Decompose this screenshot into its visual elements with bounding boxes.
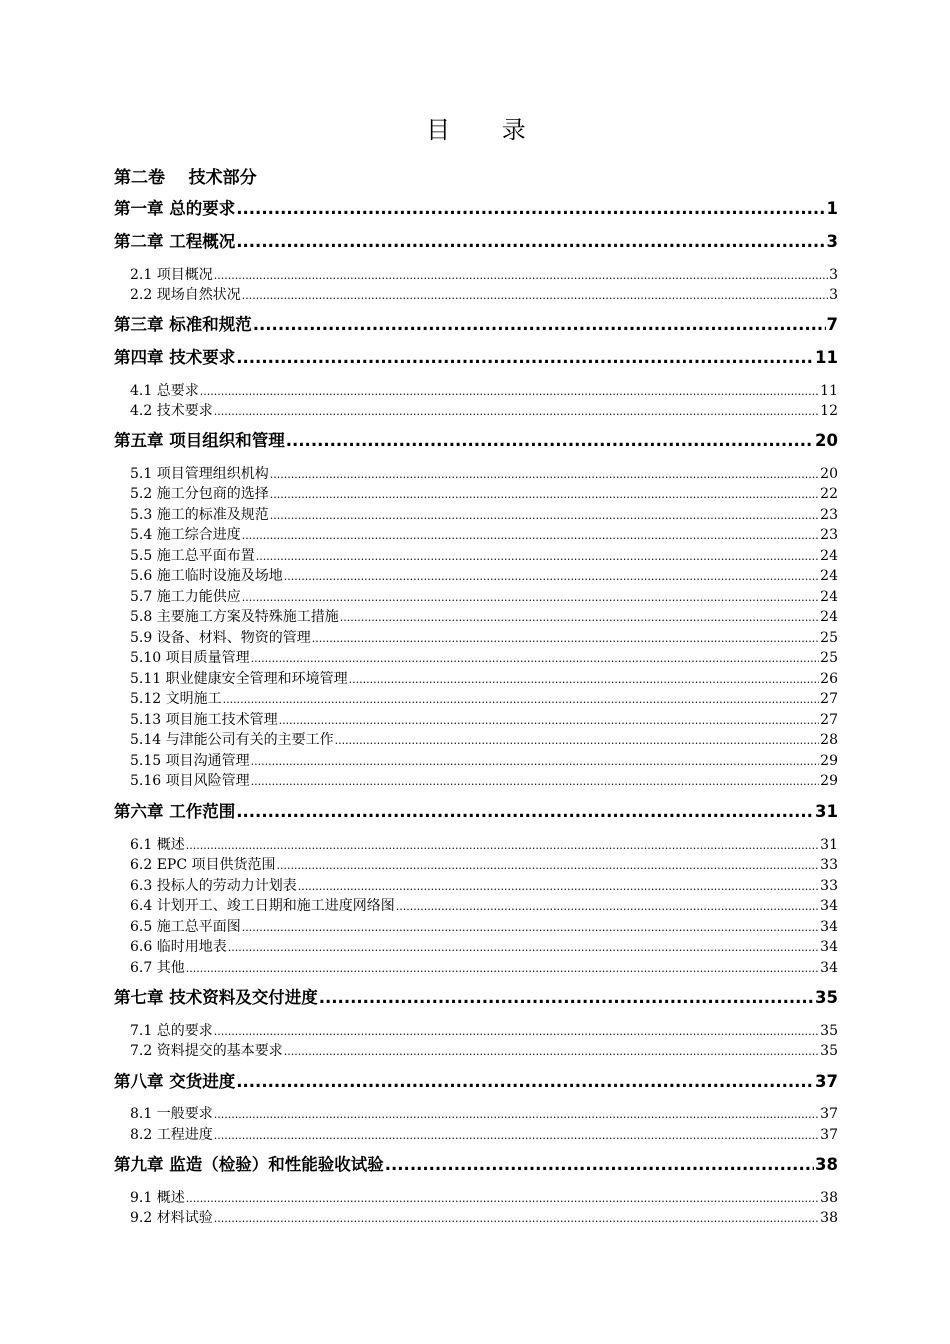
toc-dot-leader [214, 1125, 819, 1145]
toc-entry-label: 5.11 职业健康安全管理和环境管理 [130, 671, 348, 687]
toc-entry-label: 第四章 技术要求 [114, 348, 236, 367]
toc-entry-label: 第二章 工程概况 [114, 232, 236, 251]
toc-entry-label: 6.5 施工总平面图 [130, 919, 241, 935]
toc-section-entry[interactable] [130, 1125, 838, 1145]
toc-section-entry[interactable] [130, 1208, 838, 1228]
toc-dot-leader [186, 835, 819, 855]
toc-page-number: 29 [820, 753, 838, 769]
toc-page-number: 35 [820, 1043, 838, 1059]
toc-page-number: 7 [826, 315, 838, 334]
toc-dot-leader [236, 230, 825, 254]
toc-dot-leader [214, 265, 828, 285]
toc-dot-leader [251, 648, 820, 668]
toc-entry-label: 6.7 其他 [130, 960, 185, 976]
toc-section-entry[interactable] [130, 751, 838, 771]
toc-page-number: 37 [815, 1072, 838, 1091]
toc-dot-leader [186, 1188, 819, 1208]
toc-entry-label: 5.14 与津能公司有关的主要工作 [130, 732, 334, 748]
toc-entry-label: 5.12 文明施工 [130, 691, 222, 707]
toc-section-entry[interactable] [130, 689, 838, 709]
toc-page-number: 28 [820, 732, 838, 748]
toc-entry-label: 4.2 技术要求 [130, 403, 213, 419]
toc-section-entry[interactable] [130, 771, 838, 791]
toc-dot-leader [298, 876, 819, 896]
toc-entry-label: 第九章 监造（检验）和性能验收试验 [114, 1155, 384, 1174]
toc-section-entry[interactable] [130, 1188, 838, 1208]
toc-page-number: 35 [820, 1023, 838, 1039]
toc-page-number: 20 [815, 431, 838, 450]
toc-entry-label: 6.3 投标人的劳动力计划表 [130, 878, 297, 894]
toc-dot-leader [236, 197, 825, 221]
toc-dot-leader [396, 896, 819, 916]
toc-page-number: 33 [820, 857, 838, 873]
toc-section-entry[interactable] [130, 381, 838, 401]
toc-section-entry[interactable] [130, 835, 838, 855]
toc-dot-leader [214, 1021, 819, 1041]
toc-page-number: 23 [820, 527, 838, 543]
toc-section-entry[interactable] [130, 1041, 838, 1061]
toc-dot-leader [223, 689, 820, 709]
toc-section-entry[interactable] [130, 285, 838, 305]
toc-section-entry[interactable] [130, 566, 838, 586]
toc-entry-label: 7.1 总的要求 [130, 1023, 213, 1039]
toc-page-number: 12 [820, 403, 838, 419]
toc-section-entry[interactable] [130, 958, 838, 978]
toc-chapter-entry[interactable] [114, 986, 838, 1010]
toc-section-entry[interactable] [130, 546, 838, 566]
toc-section-entry[interactable] [130, 1021, 838, 1041]
toc-entry-label: 5.15 项目沟通管理 [130, 753, 250, 769]
toc-section-entry[interactable] [130, 937, 838, 957]
toc-dot-leader [279, 710, 820, 730]
toc-entry-label: 5.8 主要施工方案及特殊施工措施 [130, 609, 339, 625]
toc-entry-label: 5.13 项目施工技术管理 [130, 712, 278, 728]
toc-dot-leader [340, 607, 819, 627]
toc-entry-label: 5.7 施工力能供应 [130, 589, 241, 605]
toc-section-entry[interactable] [130, 710, 838, 730]
toc-dot-leader [236, 346, 814, 370]
toc-page-number: 20 [820, 466, 838, 482]
toc-page-number: 25 [820, 630, 838, 646]
toc-dot-leader [277, 855, 820, 875]
toc-page-number: 27 [820, 691, 838, 707]
toc-chapter-entry[interactable] [114, 197, 838, 221]
toc-entry-label: 2.1 项目概况 [130, 267, 213, 283]
toc-entry-label: 7.2 资料提交的基本要求 [130, 1043, 283, 1059]
toc-section-entry[interactable] [130, 669, 838, 689]
toc-section-entry[interactable] [130, 265, 838, 285]
toc-dot-leader [349, 669, 820, 689]
toc-entry-label: 5.1 项目管理组织机构 [130, 466, 269, 482]
toc-page-number: 25 [820, 650, 838, 666]
toc-dot-leader [214, 1104, 819, 1124]
toc-section-entry[interactable] [130, 484, 838, 504]
toc-entry-label: 6.6 临时用地表 [130, 939, 227, 955]
volume-heading: 第二卷 技术部分 [114, 168, 257, 188]
toc-dot-leader [284, 566, 819, 586]
toc-dot-leader [242, 587, 819, 607]
toc-entry-label: 6.1 概述 [130, 837, 185, 853]
toc-dot-leader [253, 313, 826, 337]
toc-page-number: 24 [820, 568, 838, 584]
toc-entry-label: 5.9 设备、材料、物资的管理 [130, 630, 311, 646]
toc-page-number: 27 [820, 712, 838, 728]
toc-dot-leader [228, 937, 819, 957]
toc-page-number: 11 [820, 383, 838, 399]
toc-page-number: 24 [820, 548, 838, 564]
toc-dot-leader [284, 1041, 819, 1061]
toc-dot-leader [242, 285, 828, 305]
toc-page-number: 37 [820, 1127, 838, 1143]
toc-page-number: 23 [820, 507, 838, 523]
toc-dot-leader [242, 917, 819, 937]
toc-dot-leader [214, 401, 819, 421]
toc-entry-label: 第一章 总的要求 [114, 199, 236, 218]
toc-chapter-entry[interactable] [114, 800, 838, 824]
toc-entry-label: 第八章 交货进度 [114, 1072, 236, 1091]
toc-dot-leader [236, 1070, 814, 1094]
toc-entry-label: 2.2 现场自然状况 [130, 287, 241, 303]
toc-chapter-entry[interactable] [114, 1153, 838, 1177]
toc-entry-label: 5.16 项目风险管理 [130, 773, 250, 789]
toc-chapter-entry[interactable] [114, 230, 838, 254]
toc-section-entry[interactable] [130, 628, 838, 648]
toc-chapter-entry[interactable] [114, 1070, 838, 1094]
toc-section-entry[interactable] [130, 896, 838, 916]
toc-entry-label: 4.1 总要求 [130, 383, 199, 399]
toc-dot-leader [335, 730, 820, 750]
toc-page-number: 38 [815, 1155, 838, 1174]
toc-dot-leader [242, 525, 819, 545]
toc-dot-leader [236, 800, 814, 824]
toc-entry-label: 6.4 计划开工、竣工日期和施工进度网络图 [130, 898, 395, 914]
toc-page-number: 35 [815, 988, 838, 1007]
toc-dot-leader [385, 1153, 814, 1177]
toc-section-entry[interactable] [130, 855, 838, 875]
toc-section-entry[interactable] [130, 607, 838, 627]
toc-page-number: 37 [820, 1106, 838, 1122]
toc-page-number: 3 [826, 232, 838, 251]
toc-entry-label: 第六章 工作范围 [114, 802, 236, 821]
toc-entry-label: 9.1 概述 [130, 1190, 185, 1206]
toc-section-entry[interactable] [130, 730, 838, 750]
toc-dot-leader [214, 1208, 819, 1228]
toc-section-entry[interactable] [130, 464, 838, 484]
toc-entry-label: 8.1 一般要求 [130, 1106, 213, 1122]
toc-entry-label: 5.2 施工分包商的选择 [130, 486, 269, 502]
toc-dot-leader [186, 958, 819, 978]
toc-dot-leader [270, 505, 819, 525]
toc-page-number: 1 [826, 199, 838, 218]
toc-page-number: 31 [815, 802, 838, 821]
toc-entry-label: 第五章 项目组织和管理 [114, 431, 285, 450]
toc-chapter-entry[interactable] [114, 346, 838, 370]
toc-entry-label: 9.2 材料试验 [130, 1210, 213, 1226]
toc-page-number: 3 [829, 267, 838, 283]
toc-section-entry[interactable] [130, 587, 838, 607]
toc-section-entry[interactable] [130, 401, 838, 421]
toc-page-number: 34 [820, 898, 838, 914]
toc-page-number: 22 [820, 486, 838, 502]
toc-chapter-entry[interactable] [114, 313, 838, 337]
toc-dot-leader [256, 546, 819, 566]
toc-entry-label: 6.2 EPC 项目供货范围 [130, 857, 276, 873]
toc-entry-label: 5.3 施工的标准及规范 [130, 507, 269, 523]
toc-entry-label: 5.5 施工总平面布置 [130, 548, 255, 564]
toc-section-entry[interactable] [130, 648, 838, 668]
toc-entry-label: 第三章 标准和规范 [114, 315, 252, 334]
toc-page-number: 38 [820, 1190, 838, 1206]
toc-dot-leader [286, 429, 814, 453]
toc-section-entry[interactable] [130, 505, 838, 525]
toc-page-number: 34 [820, 960, 838, 976]
toc-page-number: 24 [820, 589, 838, 605]
toc-dot-leader [251, 751, 820, 771]
toc-entry-label: 第七章 技术资料及交付进度 [114, 988, 318, 1007]
toc-page-number: 31 [820, 837, 838, 853]
toc-dot-leader [270, 484, 819, 504]
toc-page-number: 3 [829, 287, 838, 303]
toc-dot-leader [270, 464, 819, 484]
toc-page-number: 33 [820, 878, 838, 894]
toc-entry-label: 8.2 工程进度 [130, 1127, 213, 1143]
toc-dot-leader [319, 986, 814, 1010]
toc-section-entry[interactable] [130, 525, 838, 545]
toc-page-number: 11 [815, 348, 838, 367]
toc-page-number: 29 [820, 773, 838, 789]
toc-page-number: 34 [820, 939, 838, 955]
toc-dot-leader [200, 381, 819, 401]
toc-page-number: 24 [820, 609, 838, 625]
toc-page-number: 26 [820, 671, 838, 687]
toc-entry-label: 5.4 施工综合进度 [130, 527, 241, 543]
toc-entry-label: 5.6 施工临时设施及场地 [130, 568, 283, 584]
toc-page-number: 38 [820, 1210, 838, 1226]
toc-dot-leader [251, 771, 820, 791]
page-title: 目 录 [426, 116, 548, 144]
toc-chapter-entry[interactable] [114, 429, 838, 453]
toc-entry-label: 5.10 项目质量管理 [130, 650, 250, 666]
toc-section-entry[interactable] [130, 1104, 838, 1124]
toc-section-entry[interactable] [130, 917, 838, 937]
toc-dot-leader [312, 628, 819, 648]
toc-section-entry[interactable] [130, 876, 838, 896]
toc-page-number: 34 [820, 919, 838, 935]
